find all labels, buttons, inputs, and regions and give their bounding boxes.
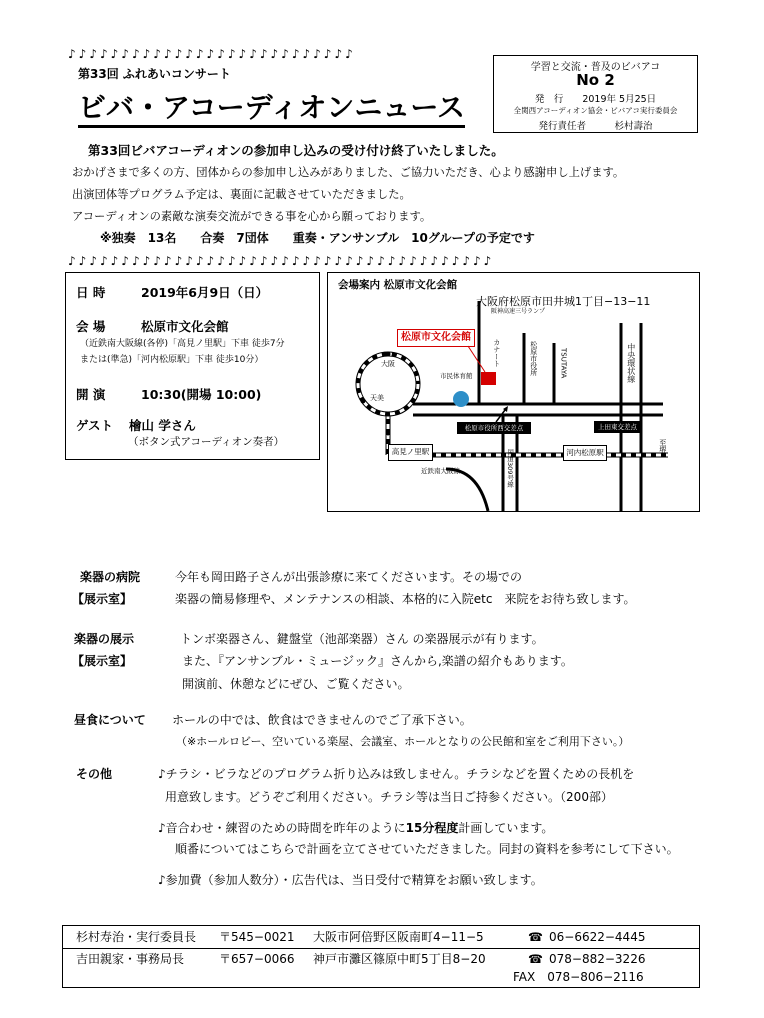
other-item-2-pre: ♪音合わせ・練習のための時間を昨年のように bbox=[158, 821, 406, 835]
other-item-2-a bbox=[158, 821, 553, 835]
issue-tagline: 学習と交流・普及のビバアコ bbox=[530, 62, 661, 73]
guest-name: 檜山 学さん bbox=[129, 418, 196, 433]
exhibit-line-2: また、『アンサンブル・ミュージック』さんから,楽譜の紹介もあります。 bbox=[182, 654, 573, 668]
start-time: 10:30(開場 10:00) bbox=[141, 387, 262, 402]
other-item-2-post: 計画しています。 bbox=[458, 821, 554, 835]
issue-publisher: 全関西アコーディオン協会・ビバアコ実行委員会 bbox=[513, 106, 678, 115]
map-label-ring-road: 中央環状線 bbox=[626, 343, 636, 383]
side-roads bbox=[446, 301, 641, 511]
hospital-label: 楽器の病院 bbox=[80, 570, 141, 584]
station-kawachimatsubara: 河内松原駅 bbox=[563, 445, 607, 461]
issue-date: 発 行 2019年 5月25日 bbox=[534, 94, 657, 105]
intro-lead: 第33回ビバアコーディオンの参加申し込みの受け付け終了いたしました。 bbox=[88, 143, 504, 158]
lunch-label: 昼食について bbox=[74, 713, 146, 727]
map-label-venue: 松原市文化会館 bbox=[397, 329, 475, 347]
contact-2-address: 神戸市灘区篠原中町5丁目8−20 bbox=[313, 952, 486, 966]
phone-icon: ☎ bbox=[528, 930, 543, 944]
contact-2-postal: 〒657−0066 bbox=[219, 952, 295, 966]
map-address: 大阪府松原市田井城1丁目−13−11 bbox=[476, 295, 651, 308]
map-label-crossing-west: 松原市役所西交差点 bbox=[457, 422, 531, 434]
intro-line-2: 出演団体等プログラム予定は、裏面に記載させていただきました。 bbox=[72, 188, 411, 201]
schedule-note: ※独奏 13名 合奏 7団体 重奏・アンサンブル 10グループの予定です bbox=[100, 231, 535, 245]
other-item-1-a: ♪チラシ・ビラなどのプログラム折り込みは致しません。チラシなどを置くための長机を bbox=[158, 767, 635, 781]
venue-marker bbox=[481, 372, 496, 385]
footer-divider bbox=[63, 948, 699, 949]
issue-info-box bbox=[493, 55, 698, 133]
landmark-blue-circle bbox=[453, 391, 469, 407]
other-item-2-b: 順番についてはこちらで計画を立てさせていただきました。同封の資料を参考にして下さい。 bbox=[175, 842, 679, 856]
main-road bbox=[413, 404, 663, 415]
event-info-box bbox=[65, 272, 320, 460]
map-label-kanart: カナート bbox=[492, 339, 501, 367]
guest-label: ゲスト bbox=[76, 418, 114, 433]
map-label-to-sakai: 至堺 bbox=[658, 439, 667, 453]
notes-divider: ♪♪♪♪♪♪♪♪♪♪♪♪♪♪♪♪♪♪♪♪♪♪♪♪♪♪♪♪♪♪♪♪♪♪♪♪♪♪♪♪ bbox=[68, 254, 495, 268]
intro-line-1: おかげさまで多くの方、団体からの参加申し込みがありました、ご協力いただき、心より感謝申し上げます。 bbox=[72, 166, 625, 179]
map-label-osaka: 大阪 bbox=[381, 360, 395, 368]
exhibit-room: 【展示室】 bbox=[72, 654, 133, 668]
contact-1-address: 大阪市阿倍野区阪南町4−11−5 bbox=[313, 930, 484, 944]
lunch-line-1: ホールの中では、飲食はできませんのでご了承下さい。 bbox=[172, 713, 472, 727]
station-takaminosato: 高見ノ里駅 bbox=[388, 444, 433, 461]
venue-leader-line bbox=[468, 346, 485, 372]
venue-label: 会 場 bbox=[76, 319, 106, 334]
issue-number: No 2 bbox=[576, 71, 615, 89]
access-line-2: または(準急)「河内松原駅」下車 徒歩10分） bbox=[80, 355, 264, 365]
map-label-highway-ramp: 阪神高速三号ランプ bbox=[491, 308, 546, 315]
map-label-gym: 市民体育館 bbox=[440, 372, 473, 380]
map-heading: 会場案内 松原市文化会館 bbox=[338, 279, 458, 291]
contact-1-postal: 〒545−0021 bbox=[219, 930, 295, 944]
other-item-1-b: 用意致します。どうぞご利用ください。チラシ等は当日ご持参ください。（200部） bbox=[165, 790, 613, 804]
notes-top-line: ♪♪♪♪♪♪♪♪♪♪♪♪♪♪♪♪♪♪♪♪♪♪♪♪♪♪♪ bbox=[68, 47, 356, 61]
venue-map bbox=[327, 272, 700, 512]
hospital-line-1: 今年も岡田路子さんが出張診療に来てくださいます。その場での bbox=[175, 570, 523, 584]
map-label-crossing-ueda: 上田東交差点 bbox=[594, 421, 641, 433]
map-label-route309: 国道309号線 bbox=[506, 449, 515, 488]
lunch-line-2: （※ホールロビー、空いている楽屋、会議室、ホールとなりの公民館和室をご利用下さい。） bbox=[176, 735, 630, 748]
exhibit-label: 楽器の展示 bbox=[74, 632, 135, 646]
guest-note: （ボタン式アコーディオン奏者） bbox=[128, 436, 285, 448]
hospital-line-2: 楽器の簡易修理や、メンテナンスの相談、本格的に入院etc 来院をお待ち致します。 bbox=[175, 592, 636, 606]
exhibit-line-1: トンボ楽器さん、鍵盤堂（池部楽器）さん の楽器展示が有ります。 bbox=[180, 632, 544, 646]
issue-responsible: 発行責任者 杉村壽治 bbox=[538, 121, 653, 132]
intro-line-3: アコーディオンの素敵な演奏交流ができる事を心から願っております。 bbox=[72, 210, 432, 223]
hospital-room: 【展示室】 bbox=[72, 592, 133, 606]
access-line-1: （近鉄南大阪線(各停)「高見ノ里駅」下車 徒歩7分 bbox=[80, 339, 285, 349]
contact-footer bbox=[62, 925, 700, 988]
map-label-city-hall: 松原市役所 bbox=[529, 341, 538, 376]
exhibit-line-3: 開演前、休憩などにぜひ、ご覧ください。 bbox=[182, 677, 410, 691]
phone-icon: ☎ bbox=[528, 952, 543, 966]
other-label: その他 bbox=[76, 767, 113, 781]
other-item-2-bold: 15分程度 bbox=[405, 821, 459, 835]
contact-1-name: 杉村寿治・実行委員長 bbox=[76, 930, 197, 944]
event-date: 2019年6月9日（日） bbox=[141, 285, 269, 300]
newsletter-title: ビバ・アコーディオンニュース bbox=[78, 92, 465, 128]
map-label-railway: 近鉄南大阪線 bbox=[421, 467, 460, 475]
contact-2-phone: 078−882−3226 bbox=[549, 952, 646, 966]
map-label-tsutaya: TSUTAYA bbox=[559, 348, 568, 379]
start-label: 開 演 bbox=[76, 387, 106, 402]
contact-2-fax: FAX 078−806−2116 bbox=[513, 970, 644, 984]
date-label: 日 時 bbox=[76, 285, 106, 300]
contact-1-phone: 06−6622−4445 bbox=[549, 930, 646, 944]
map-label-amami: 天美 bbox=[370, 394, 384, 402]
event-venue: 松原市文化会館 bbox=[141, 319, 229, 334]
other-item-3: ♪参加費（参加人数分）・広告代は、当日受付で精算をお願い致します。 bbox=[158, 873, 543, 887]
contact-2-name: 吉田親家・事務局長 bbox=[76, 952, 185, 966]
concert-subtitle: 第33回 ふれあいコンサート bbox=[78, 67, 231, 81]
